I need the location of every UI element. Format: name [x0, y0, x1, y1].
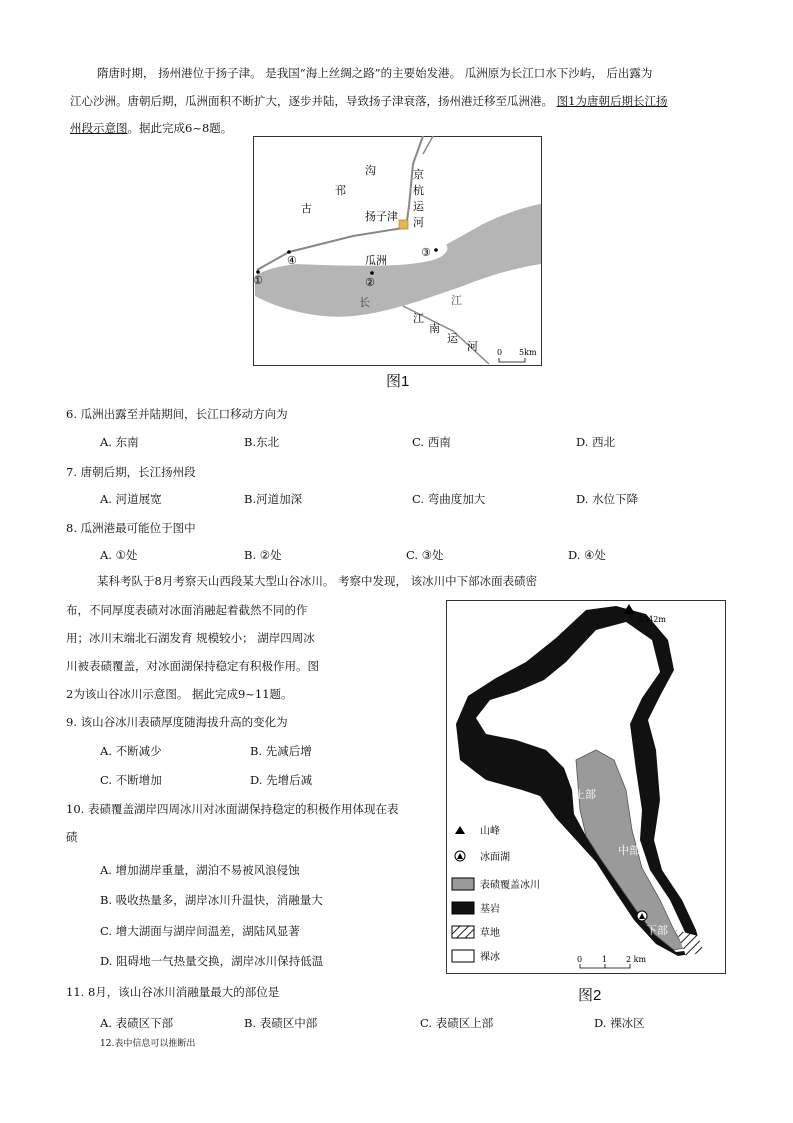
map-label-gu: 古	[301, 202, 312, 215]
map-point-2: ②	[365, 276, 375, 289]
q10-option-d[interactable]: D. 阻碍地一气热量交换，湖岸冰川保持低温	[100, 954, 324, 968]
map-label-yun2: 运	[447, 332, 458, 345]
svg-text:0: 0	[497, 348, 503, 357]
map-label-chang: 长	[359, 296, 370, 309]
map-label-jing: 京	[413, 168, 424, 181]
q9-option-c[interactable]: C. 不断增加	[100, 773, 162, 787]
figure2-glacier-map	[446, 600, 726, 974]
q8-option-c[interactable]: C. ③处	[406, 548, 444, 562]
q7-stem: 7. 唐朝后期，长江扬州段	[66, 465, 196, 479]
legend-debris-swatch	[452, 878, 474, 890]
figure2-caption: 图2	[578, 987, 602, 1004]
zone-upper-label: 上部	[574, 788, 596, 801]
q10-option-a[interactable]: A. 增加湖岸重量，湖泊不易被风浪侵蚀	[100, 863, 300, 877]
svg-text:0: 0	[577, 955, 583, 964]
passage2-line3: 用；冰川末端北石湖发育 规模较小； 湖岸四周冰	[66, 631, 315, 645]
q10-option-b[interactable]: B. 吸收热量多，湖岸冰川升温快，消融量大	[100, 893, 323, 907]
legend-grass-label: 草地	[480, 928, 500, 939]
zone-middle-label: 中部	[618, 844, 640, 857]
q9-option-d[interactable]: D. 先增后减	[250, 773, 313, 787]
map-label-guazhou: 瓜洲	[365, 254, 387, 267]
q6-option-d[interactable]: D. 西北	[576, 435, 616, 449]
legend-grass-swatch	[452, 926, 474, 938]
q6-option-a[interactable]: A. 东南	[100, 435, 139, 449]
map-label-he2: 河	[467, 340, 478, 353]
zone-lower-label: 下部	[646, 924, 668, 937]
map-point-1: ①	[253, 274, 263, 287]
legend-bedrock-swatch	[452, 902, 474, 914]
q8-option-b[interactable]: B. ②处	[244, 548, 282, 562]
peak-elevation: 5342m	[638, 615, 666, 624]
q9-option-a[interactable]: A. 不断减少	[100, 744, 162, 758]
q10-option-c[interactable]: C. 增大湖面与湖岸间温差，湖陆风显著	[100, 924, 300, 938]
map-point-3: ③	[421, 246, 431, 259]
q11-option-d[interactable]: D. 裸冰区	[594, 1016, 645, 1030]
map-label-yun: 运	[413, 200, 424, 213]
legend-bareice-label: 裸冰	[480, 952, 500, 963]
map-label-hang: 杭	[413, 184, 424, 197]
q9-option-b[interactable]: B. 先减后增	[250, 744, 312, 758]
q11-option-c[interactable]: C. 表碛区上部	[420, 1016, 494, 1030]
passage1-line3	[70, 120, 232, 136]
map-label-jiang: 江	[451, 294, 462, 307]
legend-bedrock-label: 基岩	[480, 904, 500, 915]
q8-stem: 8. 瓜洲港最可能位于图中	[66, 521, 196, 535]
passage1-line2	[70, 93, 667, 109]
passage2-line1: 某科考队于8月考察天山西段某大型山谷冰川。 考察中发现， 该冰川中下部冰面表碛密	[97, 574, 538, 588]
q6-stem: 6. 瓜洲出露至并陆期间，长江口移动方向为	[66, 407, 288, 421]
figure1-reference-cont: 州段示意图	[70, 121, 128, 135]
passage2-line5: 2为该山谷冰川示意图。 据此完成9~11题。	[66, 687, 293, 701]
figure1-caption: 图1	[386, 373, 410, 390]
q7-option-b[interactable]: B.河道加深	[244, 492, 303, 506]
legend-bareice-swatch	[452, 950, 474, 962]
map-point-4: ④	[287, 254, 297, 267]
q6-option-b[interactable]: B.东北	[244, 435, 280, 449]
figure1-reference: 图1为唐朝后期长江扬	[556, 94, 668, 108]
passage2-line4: 川被表碛覆盖，对冰面湖保持稳定有积极作用。图	[66, 659, 319, 673]
q10-stem-line2: 碛	[66, 830, 78, 844]
map-label-han: 邗	[335, 184, 346, 197]
passage1-line1: 隋唐时期， 扬州港位于扬子津。 是我国“海上丝绸之路”的主要始发港。 瓜洲原为长江口水下沙屿， 后出露为	[97, 66, 653, 80]
svg-text:5km: 5km	[519, 348, 537, 357]
q11-option-a[interactable]: A. 表碛区下部	[100, 1016, 174, 1030]
passage1-line3-text: 。据此完成6~8题。	[127, 121, 233, 135]
passage1-line2-text: 江心沙洲。唐朝后期，瓜洲面积不断扩大，逐步并陆，导致扬子津衰落，扬州港迁移至瓜洲港。	[70, 94, 557, 108]
q7-option-c[interactable]: C. 弯曲度加大	[412, 492, 486, 506]
map-label-he: 河	[413, 216, 424, 229]
q9-stem: 9. 该山谷冰川表碛厚度随海拔升高的变化为	[66, 715, 288, 729]
svg-text:2 km: 2 km	[626, 955, 647, 964]
figure1-map	[253, 136, 542, 366]
q7-option-d[interactable]: D. 水位下降	[576, 492, 639, 506]
q12-stem: 12.表中信息可以推断出	[100, 1039, 196, 1049]
q8-option-d[interactable]: D. ④处	[568, 548, 606, 562]
legend-peak-label: 山峰	[480, 826, 500, 837]
q11-stem: 11. 8月，该山谷冰川消融量最大的部位是	[66, 985, 280, 999]
yangzijin-marker-icon	[399, 220, 408, 229]
map-label-jiang2: 江	[413, 312, 424, 325]
map-label-yangzijin: 扬子津	[365, 210, 398, 223]
map-label-gou: 沟	[365, 164, 376, 177]
legend-debris-label: 表碛覆盖冰川	[480, 880, 540, 891]
legend-lake-label: 冰面湖	[480, 852, 510, 863]
q11-option-b[interactable]: B. 表碛区中部	[244, 1016, 318, 1030]
map-label-nan: 南	[429, 322, 440, 335]
q6-option-c[interactable]: C. 西南	[412, 435, 451, 449]
q8-option-a[interactable]: A. ①处	[100, 548, 138, 562]
passage2-line2: 布，不同厚度表碛对冰面消融起着截然不同的作	[66, 603, 308, 617]
svg-text:1: 1	[602, 955, 608, 964]
map-label-changjiangkou: 长江口	[503, 294, 533, 305]
q10-stem-line1: 10. 表碛覆盖湖岸四周冰川对冰面湖保持稳定的积极作用体现在表	[66, 802, 399, 816]
q7-option-a[interactable]: A. 河道展宽	[100, 492, 162, 506]
